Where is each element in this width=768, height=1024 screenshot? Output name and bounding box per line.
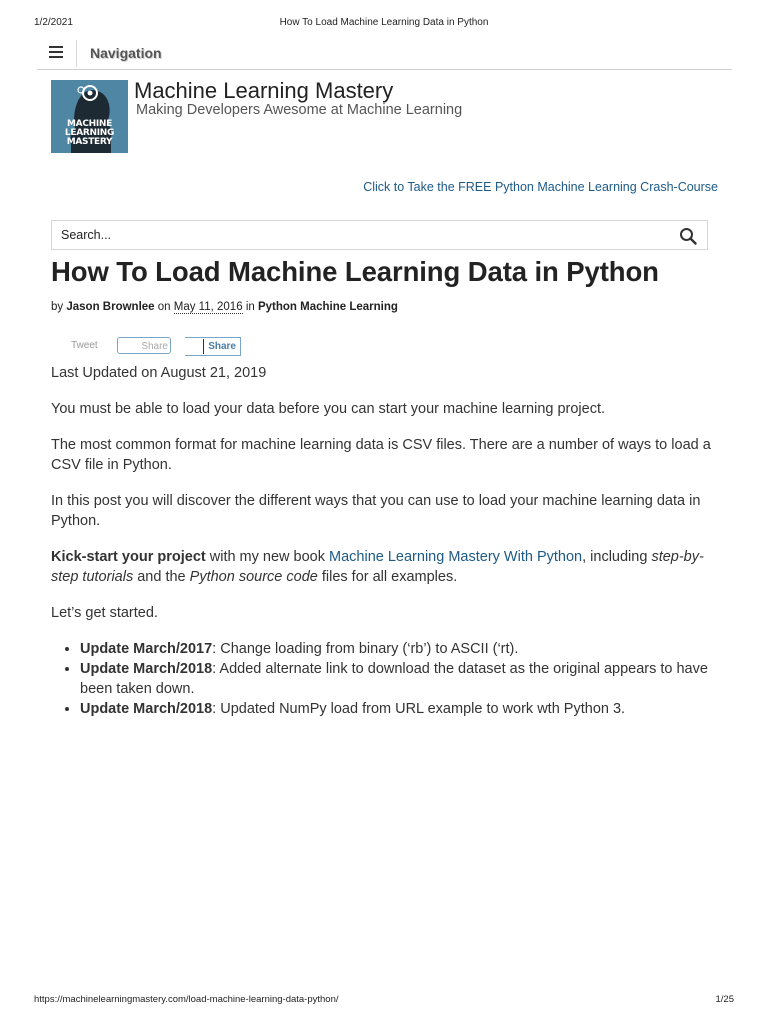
book-link[interactable]: Machine Learning Mastery With Python xyxy=(329,549,583,565)
list-item: • Update March/2017: Change loading from binary (‘rb’) to ASCII (‘rt). xyxy=(80,639,721,659)
share-buttons xyxy=(51,337,251,357)
category-link[interactable]: Python Machine Learning xyxy=(257,301,398,313)
kickstart-paragraph: Kick-start your project with my new book Machine Learning Mastery With Python, including step-by-step tutorials and the Python source code files for all examples. xyxy=(51,549,704,585)
list-item: • Update March/2018: Added alternate link to download the dataset as the original appears to have been taken down. xyxy=(80,659,721,699)
crash-course-link[interactable]: Click to Take the FREE Python Machine Learning Crash-Course xyxy=(363,180,718,194)
site-logo[interactable] xyxy=(51,80,128,153)
search-input[interactable] xyxy=(51,220,708,250)
navigation-toggle[interactable]: Navigation xyxy=(90,45,162,61)
print-page-title: How To Load Machine Learning Data in Python xyxy=(279,17,489,28)
paragraph: The most common format for machine learning data is CSV files. There are a number of ways to load a CSV file in Python. xyxy=(51,437,711,473)
hamburger-menu-icon[interactable] xyxy=(49,46,63,60)
share-button-1[interactable]: Share xyxy=(117,337,171,354)
byline: by Jason Brownlee on May 11, 2016 in Python Machine Learning xyxy=(51,301,398,313)
navbar-divider xyxy=(76,40,77,67)
last-updated: Last Updated on August 21, 2019 xyxy=(51,365,267,381)
tweet-button[interactable]: Tweet xyxy=(71,340,98,351)
paragraph: Let’s get started. xyxy=(51,605,158,621)
paragraph: You must be able to load your data before you can start your machine learning project. xyxy=(51,401,606,417)
article-body xyxy=(51,363,721,719)
print-url: https://machinelearningmastery.com/load-machine-learning-data-python/ xyxy=(34,994,339,1005)
site-title[interactable]: Machine Learning Mastery xyxy=(134,78,394,103)
print-date: 1/2/2021 xyxy=(34,17,73,28)
share-button-2[interactable]: Share xyxy=(185,337,241,356)
navbar xyxy=(37,38,732,70)
site-tagline: Making Developers Awesome at Machine Learning xyxy=(136,102,463,118)
search-placeholder: Search... xyxy=(61,228,112,242)
page-number: 1/25 xyxy=(715,994,734,1005)
update-list xyxy=(51,639,721,719)
search-icon[interactable] xyxy=(679,227,697,245)
article-title: How To Load Machine Learning Data in Python xyxy=(51,256,659,287)
author-link[interactable]: Jason Brownlee xyxy=(66,301,155,313)
logo-text: MACHINE LEARNING MASTERY xyxy=(64,119,115,147)
list-item: • Update March/2018: Updated NumPy load from URL example to work wth Python 3. xyxy=(80,699,721,719)
paragraph: In this post you will discover the different ways that you can use to load your machine learning data in Python. xyxy=(51,493,701,529)
publish-date: May 11, 2016 xyxy=(173,301,243,313)
